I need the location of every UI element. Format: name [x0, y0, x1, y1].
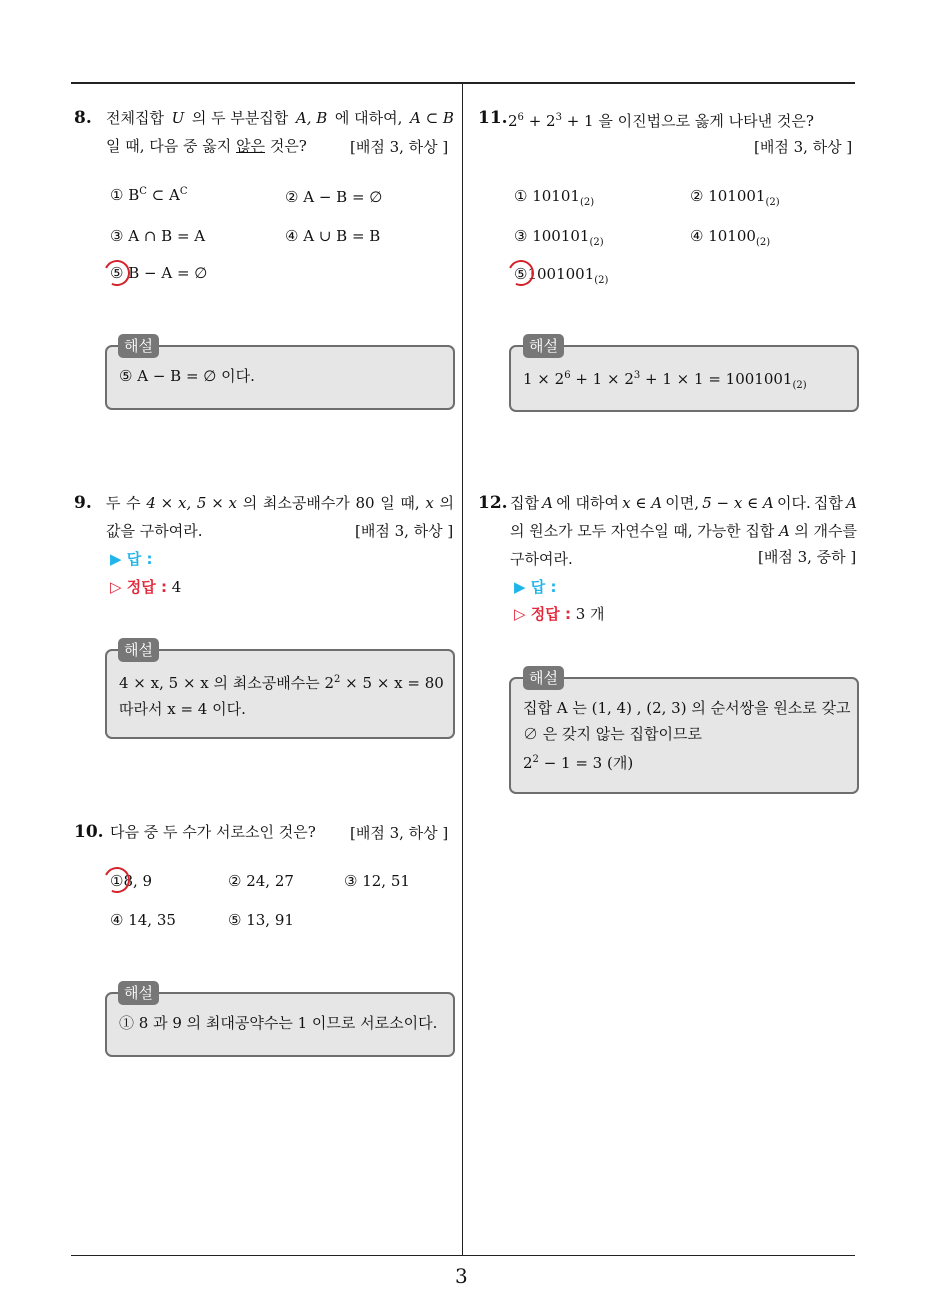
- explanation-box: [105, 649, 455, 739]
- answer-prompt[interactable]: ▶ 답 :: [514, 578, 557, 596]
- question-text: 다음 중 두 수가 서로소인 것은?: [110, 823, 316, 841]
- score-label: [배점 3, 중하 ]: [758, 548, 857, 566]
- explanation-line-2: ∅ 은 갖지 않는 집합이므로: [523, 725, 702, 743]
- correct-answer: ▷ 정답 : 3 개: [514, 605, 605, 623]
- question-number: 10.: [74, 822, 104, 842]
- top-rule: [71, 82, 855, 84]
- explanation-line-1: 4 × x, 5 × x 의 최소공배수는 $2^2 \times 5 \times x = 80$: [119, 674, 444, 692]
- option-4[interactable]: ④ $10100_{(2)}$: [690, 227, 771, 248]
- option-5[interactable]: ⑤ B − A = ∅: [110, 264, 208, 282]
- explanation-tag: 해설: [118, 981, 159, 1005]
- correct-answer: ▷ 정답 : 4: [110, 578, 182, 596]
- explanation-text: $1 \times 2^6 + 1 \times 2^3 + 1 \times 1 = 1001001_{(2)}$: [523, 370, 807, 391]
- question-line-2: 일 때, 다음 중 옳지 않은 것은?: [106, 137, 307, 155]
- explanation-tag: 해설: [523, 334, 564, 358]
- question-text: $2^6 + 2^3 + 1$ 을 이진법으로 옳게 나타낸 것은?: [508, 112, 814, 130]
- question-line-2: 의 원소가 모두 자연수일 때, 가능한 집합 A 의 개수를: [510, 522, 857, 540]
- question-number: 11.: [478, 108, 508, 128]
- option-3[interactable]: ③ $100101_{(2)}$: [514, 227, 604, 248]
- answer-circle-mark: [100, 256, 133, 289]
- explanation-tag: 해설: [118, 334, 159, 358]
- question-line-1: 두 수 4 × x, 5 × x 의 최소공배수가 80 일 때, x 의: [106, 494, 454, 512]
- score-label: [배점 3, 하상 ]: [754, 138, 853, 156]
- option-3[interactable]: ③ A ∩ B = A: [110, 227, 206, 245]
- explanation-tag: 해설: [523, 666, 564, 690]
- option-5[interactable]: $⑤1001001_{(2)}$: [514, 265, 609, 286]
- explanation-text: ⑤ A − B = ∅ 이다.: [119, 367, 255, 385]
- question-number: 8.: [74, 108, 92, 128]
- option-5[interactable]: ⑤ 13, 91: [228, 911, 294, 929]
- explanation-line-2: 따라서 x = 4 이다.: [119, 700, 246, 718]
- question-line-1: 집합 A 에 대하여 x ∈ A 이면, 5 − x ∈ A 이다. 집합 A: [510, 494, 857, 512]
- explanation-text: [119, 667, 444, 722]
- answer-prompt[interactable]: ▶ 답 :: [110, 550, 153, 568]
- option-2[interactable]: ② 24, 27: [228, 872, 294, 890]
- page-number: 3: [455, 1264, 468, 1288]
- question-line-1: 전체집합 U 의 두 부분집합 A, B 에 대하여, A ⊂ B: [106, 109, 454, 127]
- score-label: [배점 3, 하상 ]: [350, 138, 449, 156]
- option-2[interactable]: ② A − B = ∅: [285, 188, 383, 206]
- option-3[interactable]: ③ 12, 51: [344, 872, 410, 890]
- answer-circle-mark: [100, 863, 133, 896]
- explanation-text: [523, 695, 851, 776]
- score-label: [배점 3, 하상 ]: [350, 824, 449, 842]
- explanation-box: [509, 677, 859, 794]
- option-1[interactable]: ① $10101_{(2)}$: [514, 187, 595, 208]
- question-line-2: 값을 구하여라.: [106, 522, 203, 540]
- explanation-line-1: 집합 A 는 (1, 4) , (2, 3) 의 순서쌍을 원소로 갖고: [523, 699, 851, 717]
- bottom-rule: [71, 1255, 855, 1256]
- option-2[interactable]: ② $101001_{(2)}$: [690, 187, 780, 208]
- option-1[interactable]: ① $B^C$ ⊂ $A^C$: [110, 186, 188, 204]
- explanation-text: ① 8 과 9 의 최대공약수는 1 이므로 서로소이다.: [119, 1014, 438, 1032]
- question-number: 12.: [478, 493, 508, 513]
- explanation-line-3: $2^2 - 1 = 3$ (개): [523, 754, 634, 772]
- option-1[interactable]: ①8, 9: [110, 872, 153, 890]
- score-label: [배점 3, 하상 ]: [355, 522, 454, 540]
- question-line-3: 구하여라.: [510, 550, 573, 568]
- column-divider: [462, 84, 463, 1256]
- explanation-tag: 해설: [118, 638, 159, 662]
- option-4[interactable]: ④ 14, 35: [110, 911, 176, 929]
- question-number: 9.: [74, 493, 92, 513]
- option-4[interactable]: ④ A ∪ B = B: [285, 227, 381, 245]
